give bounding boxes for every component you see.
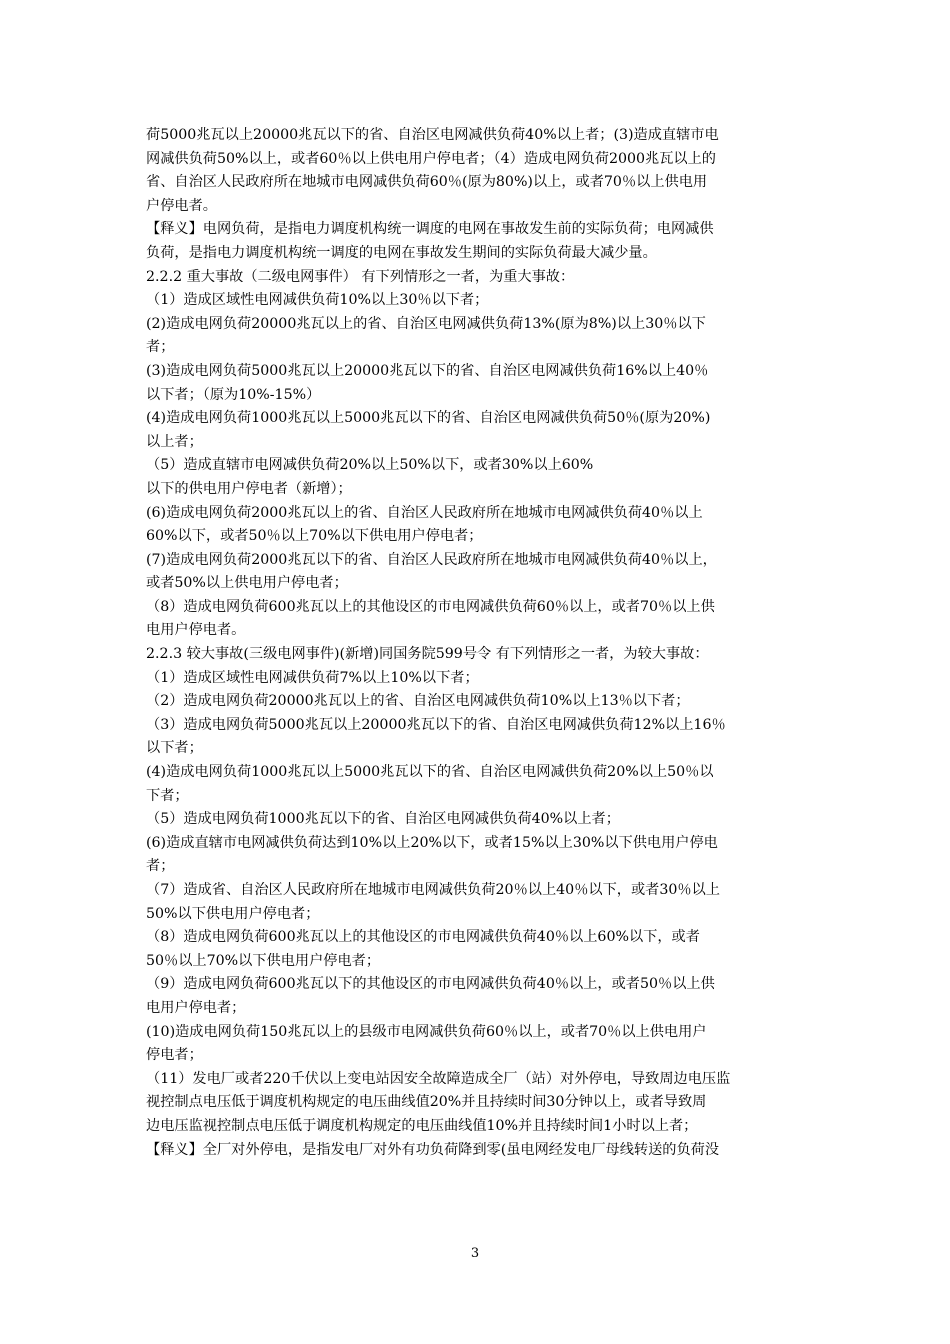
text-line: 60%以下，或者50％以上70%以下供电用户停电者； bbox=[146, 528, 483, 545]
text-line: (6)造成电网负荷2000兆瓦以上的省、自治区人民政府所在地城市电网减供负荷40％以上 bbox=[146, 504, 703, 521]
text-line: 荷5000兆瓦以上20000兆瓦以下的省、自治区电网减供负荷40%以上者；(3)造成直辖市电 bbox=[146, 127, 719, 143]
document-body bbox=[146, 124, 808, 1162]
text-line: (4)造成电网负荷1000兆瓦以上5000兆瓦以下的省、自治区电网减供负荷20%以上50％以 bbox=[146, 764, 714, 781]
text-line: 停电者； bbox=[146, 1047, 203, 1064]
text-line: 电用户停电者； bbox=[146, 999, 246, 1016]
text-line: 以下的供电用户停电者（新增）； bbox=[146, 480, 352, 497]
text-line: 视控制点电压低于调度机构规定的电压曲线值20%并且持续时间30分钟以上，或者导致周 bbox=[146, 1094, 707, 1111]
text-line: （8）造成电网负荷600兆瓦以上的其他设区的市电网减供负荷60％以上，或者70％以上供 bbox=[146, 598, 715, 615]
text-line: 负荷，是指电力调度机构统一调度的电网在事故发生期间的实际负荷最大减少量。 bbox=[146, 244, 657, 261]
text-line: （9）造成电网负荷600兆瓦以下的其他设区的市电网减供负荷40％以上，或者50％以上供 bbox=[146, 976, 715, 993]
text-line: 者； bbox=[146, 858, 175, 875]
text-line: 或者50%以上供电用户停电者； bbox=[146, 575, 348, 592]
text-line: 省、自治区人民政府所在地城市电网减供负荷60％(原为80%)以上，或者70％以上供电用 bbox=[146, 174, 708, 191]
text-line: (7)造成电网负荷2000兆瓦以下的省、自治区人民政府所在地城市电网减供负荷40％以上， bbox=[146, 551, 717, 568]
text-line: 网减供负荷50%以上，或者60％以上供电用户停电者；（4）造成电网负荷2000兆瓦以上的 bbox=[146, 150, 716, 167]
text-line: (6)造成直辖市电网减供负荷达到10%以上20%以下，或者15%以上30%以下供电用户停电 bbox=[146, 834, 718, 851]
text-line: （11）发电厂或者220千伏以上变电站因安全故障造成全厂（站）对外停电，导致周边电压监 bbox=[146, 1070, 731, 1087]
text-line: 50％以上70%以下供电用户停电者； bbox=[146, 952, 381, 969]
text-line: 2.2.3 较大事故(三级电网事件)(新增)同国务院599号令 有下列情形之一者，为较大事故： bbox=[146, 646, 709, 663]
text-line: （7）造成省、自治区人民政府所在地城市电网减供负荷20％以上40％以下，或者30％以上 bbox=[146, 882, 720, 898]
text-line: 2.2.2 重大事故（二级电网事件） 有下列情形之一者，为重大事故： bbox=[146, 268, 575, 285]
text-line: 者； bbox=[146, 339, 175, 356]
text-line: （5）造成直辖市电网减供负荷20%以上50%以下，或者30%以上60% bbox=[146, 457, 594, 474]
text-line: (2)造成电网负荷20000兆瓦以上的省、自治区电网减供负荷13%(原为8%)以上30％以下 bbox=[146, 315, 706, 332]
text-line: （1）造成区域性电网减供负荷10%以上30％以下者； bbox=[146, 292, 489, 309]
text-line: （8）造成电网负荷600兆瓦以上的其他设区的市电网减供负荷40％以上60%以下，或者 bbox=[146, 929, 700, 946]
text-line: （1）造成区域性电网减供负荷7%以上10%以下者； bbox=[146, 669, 479, 686]
page-number: 3 bbox=[470, 1246, 480, 1261]
text-line: (10)造成电网负荷150兆瓦以上的县级市电网减供负荷60％以上，或者70％以上供电用户 bbox=[146, 1023, 707, 1040]
text-line: 下者； bbox=[146, 787, 189, 804]
text-line: 以下者；（原为10%-15%） bbox=[146, 386, 321, 403]
text-line: （5）造成电网负荷1000兆瓦以下的省、自治区电网减供负荷40%以上者； bbox=[146, 811, 620, 828]
text-line: 户停电者。 bbox=[146, 197, 217, 214]
text-line: (4)造成电网负荷1000兆瓦以上5000兆瓦以下的省、自治区电网减供负荷50％(原为20%) bbox=[146, 410, 711, 427]
text-line: 50%以下供电用户停电者； bbox=[146, 905, 320, 922]
text-line: 【释义】全厂对外停电，是指发电厂对外有功负荷降到零(虽电网经发电厂母线转送的负荷没 bbox=[146, 1141, 720, 1158]
text-line: （2）造成电网负荷20000兆瓦以上的省、自治区电网减供负荷10%以上13％以下者； bbox=[146, 693, 690, 710]
text-line: （3）造成电网负荷5000兆瓦以上20000兆瓦以下的省、自治区电网减供负荷12%以上16％ bbox=[146, 716, 726, 733]
text-line: 电用户停电者。 bbox=[146, 622, 246, 639]
text-line: 以上者； bbox=[146, 433, 203, 450]
text-line: (3)造成电网负荷5000兆瓦以上20000兆瓦以下的省、自治区电网减供负荷16%以上40％ bbox=[146, 362, 709, 379]
text-line: 边电压监视控制点电压低于调度机构规定的电压曲线值10%并且持续时间1小时以上者； bbox=[146, 1117, 698, 1134]
text-line: 【释义】电网负荷，是指电力调度机构统一调度的电网在事故发生前的实际负荷；电网减供 bbox=[146, 221, 714, 238]
text-line: 以下者； bbox=[146, 740, 203, 757]
